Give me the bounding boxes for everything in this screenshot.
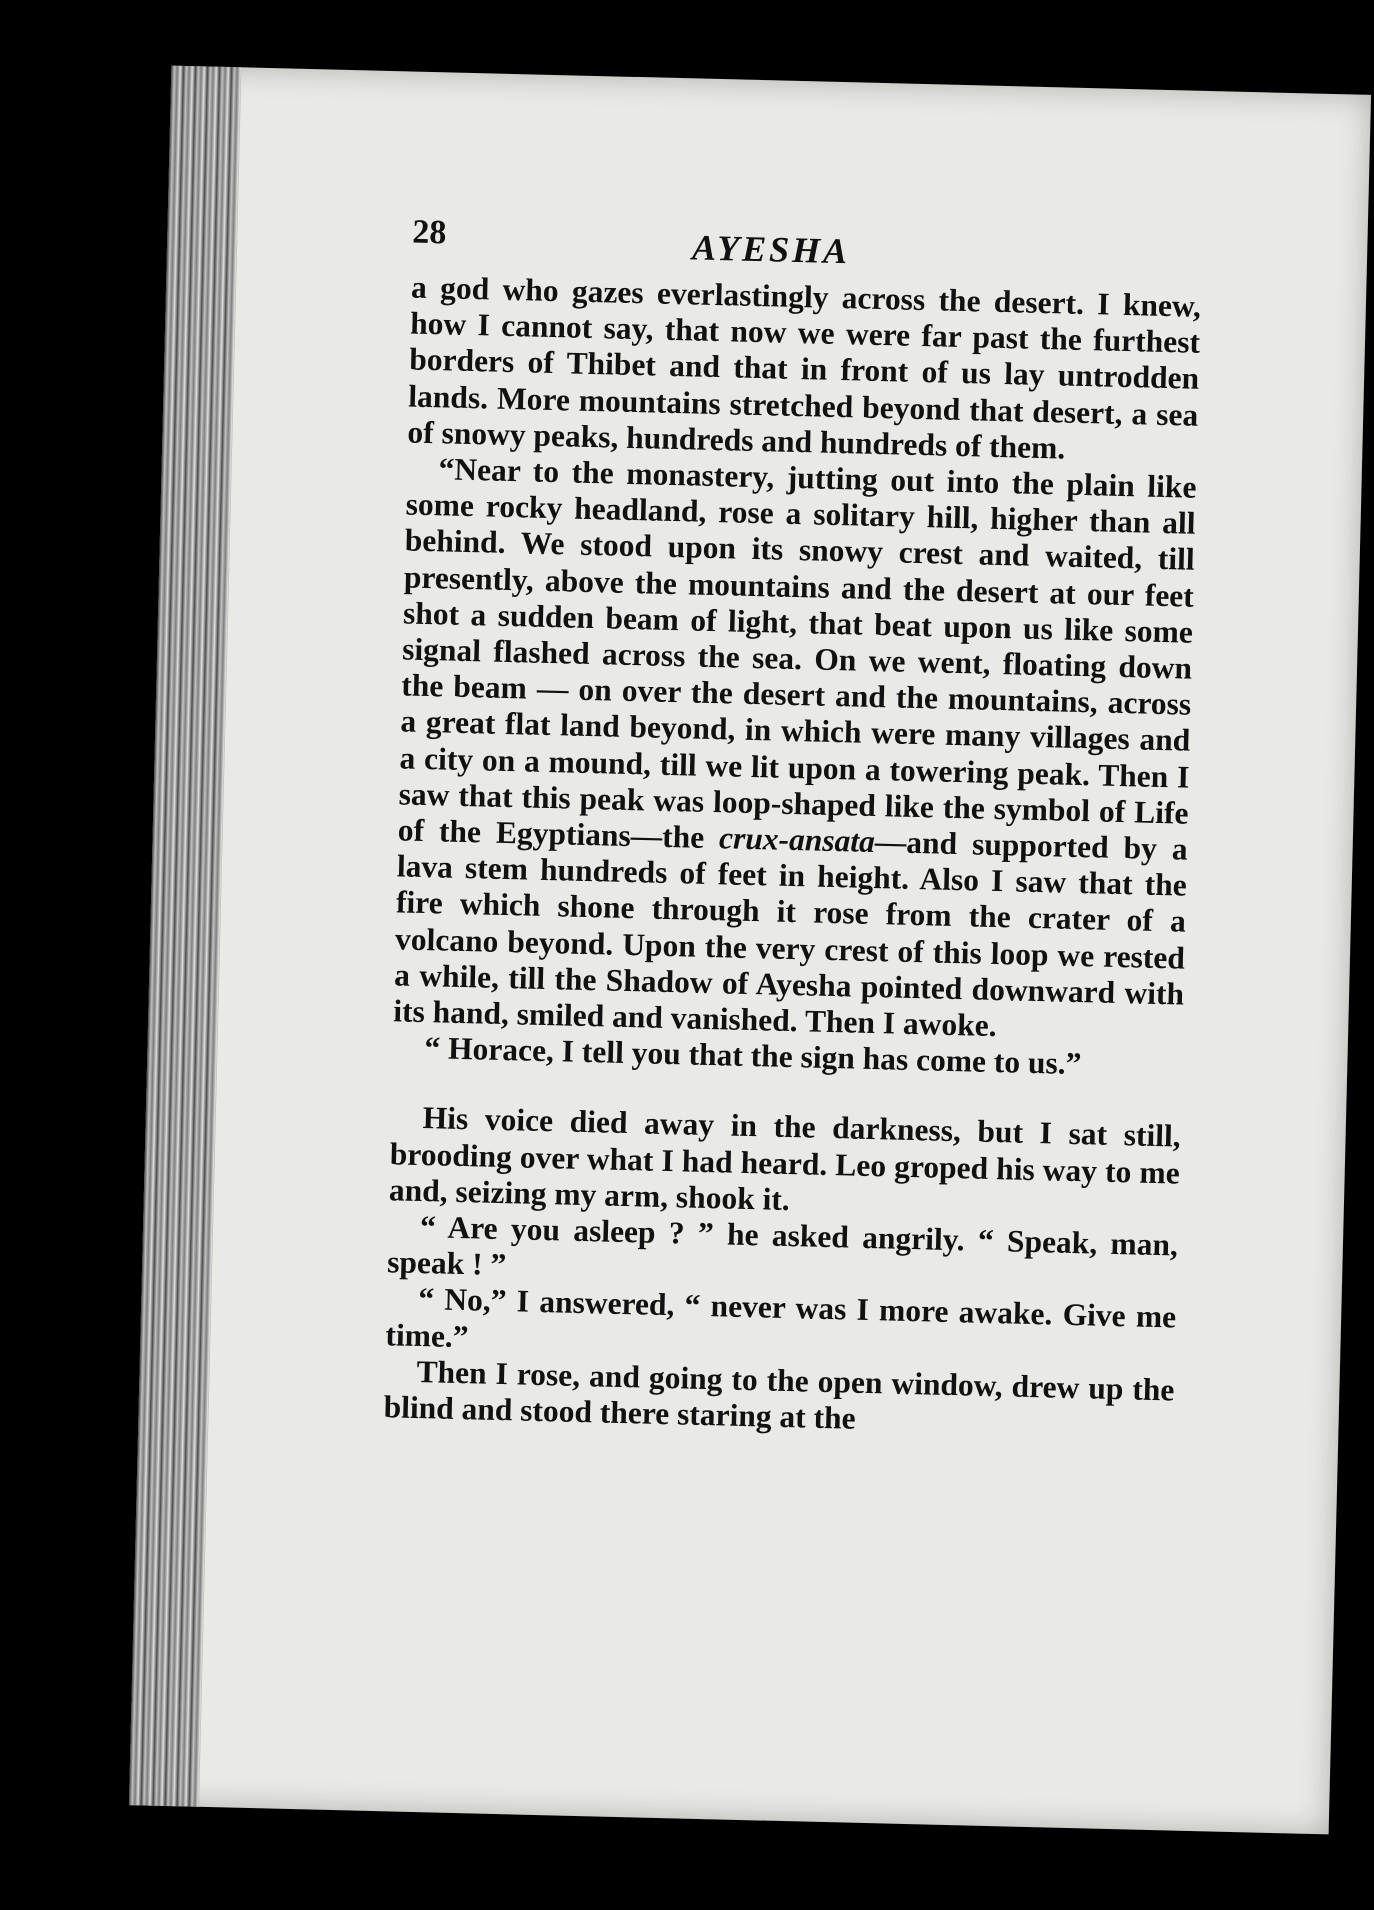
page-number: 28 <box>411 213 447 252</box>
body-text <box>383 270 1201 1445</box>
paragraph-4: His voice died away in the darkness, but I sat still, brooding over what I had heard. Leo groped his way to me and, seizing my arm, shook it. <box>388 1100 1181 1217</box>
paragraph-2 <box>393 450 1197 1048</box>
paragraph-2-italic: crux-ansata <box>718 820 876 860</box>
paragraph-5: “ Are you asleep ? ” he asked angrily. “ Speak, man, speak ! ” <box>386 1209 1179 1283</box>
paragraph-6: “ No,” I answered, “ never was I more awake. Give me time.” <box>385 1281 1177 1354</box>
page-binding-edge <box>129 66 241 1807</box>
paragraph-3: “ Horace, I tell you that the sign has come to us.” <box>424 1030 1082 1082</box>
paragraph-1: a god who gazes everlastingly across the desert. I knew, how I cannot say, that now we were far past the furthest borders of Thibet and that in front of us lay untrodden lands. More mountains stretched beyond that desert, a sea of snowy peaks, hundreds and hundreds of them. <box>407 269 1202 466</box>
running-title: AYESHA <box>691 227 851 272</box>
paragraph-2-end: —and supported by a lava stem hundreds of feet in height. Also I saw that the fire which shone through it rose from the crater of a volcano beyond. Upon the very crest of this loop we rested a while, till the Shadow of Ayesha pointed downward with its hand, smiled and vanished. Then I awoke. <box>392 824 1189 1044</box>
book-page <box>129 66 1371 1835</box>
paragraph-2-start: “Near to the monastery, jutting out into the plain like some rocky headland, rose a solitary hill, higher than all behind. We stood upon its snowy crest and waited, till presently, above the mountains and the desert at our feet shot a sudden beam of light, that beat upon us like some signal flashed across the sea. On we went, floating down the beam — on over the desert and the mountains, across a great flat land beyond, in which were many villages and a city on a mound, till we lit upon a towering peak. Then I saw that this peak was loop-shaped like the symbol of Life of the Egyptians—the <box>397 451 1197 856</box>
paragraph-7: Then I rose, and going to the open window, drew up the blind and stood there staring at the <box>383 1353 1175 1436</box>
